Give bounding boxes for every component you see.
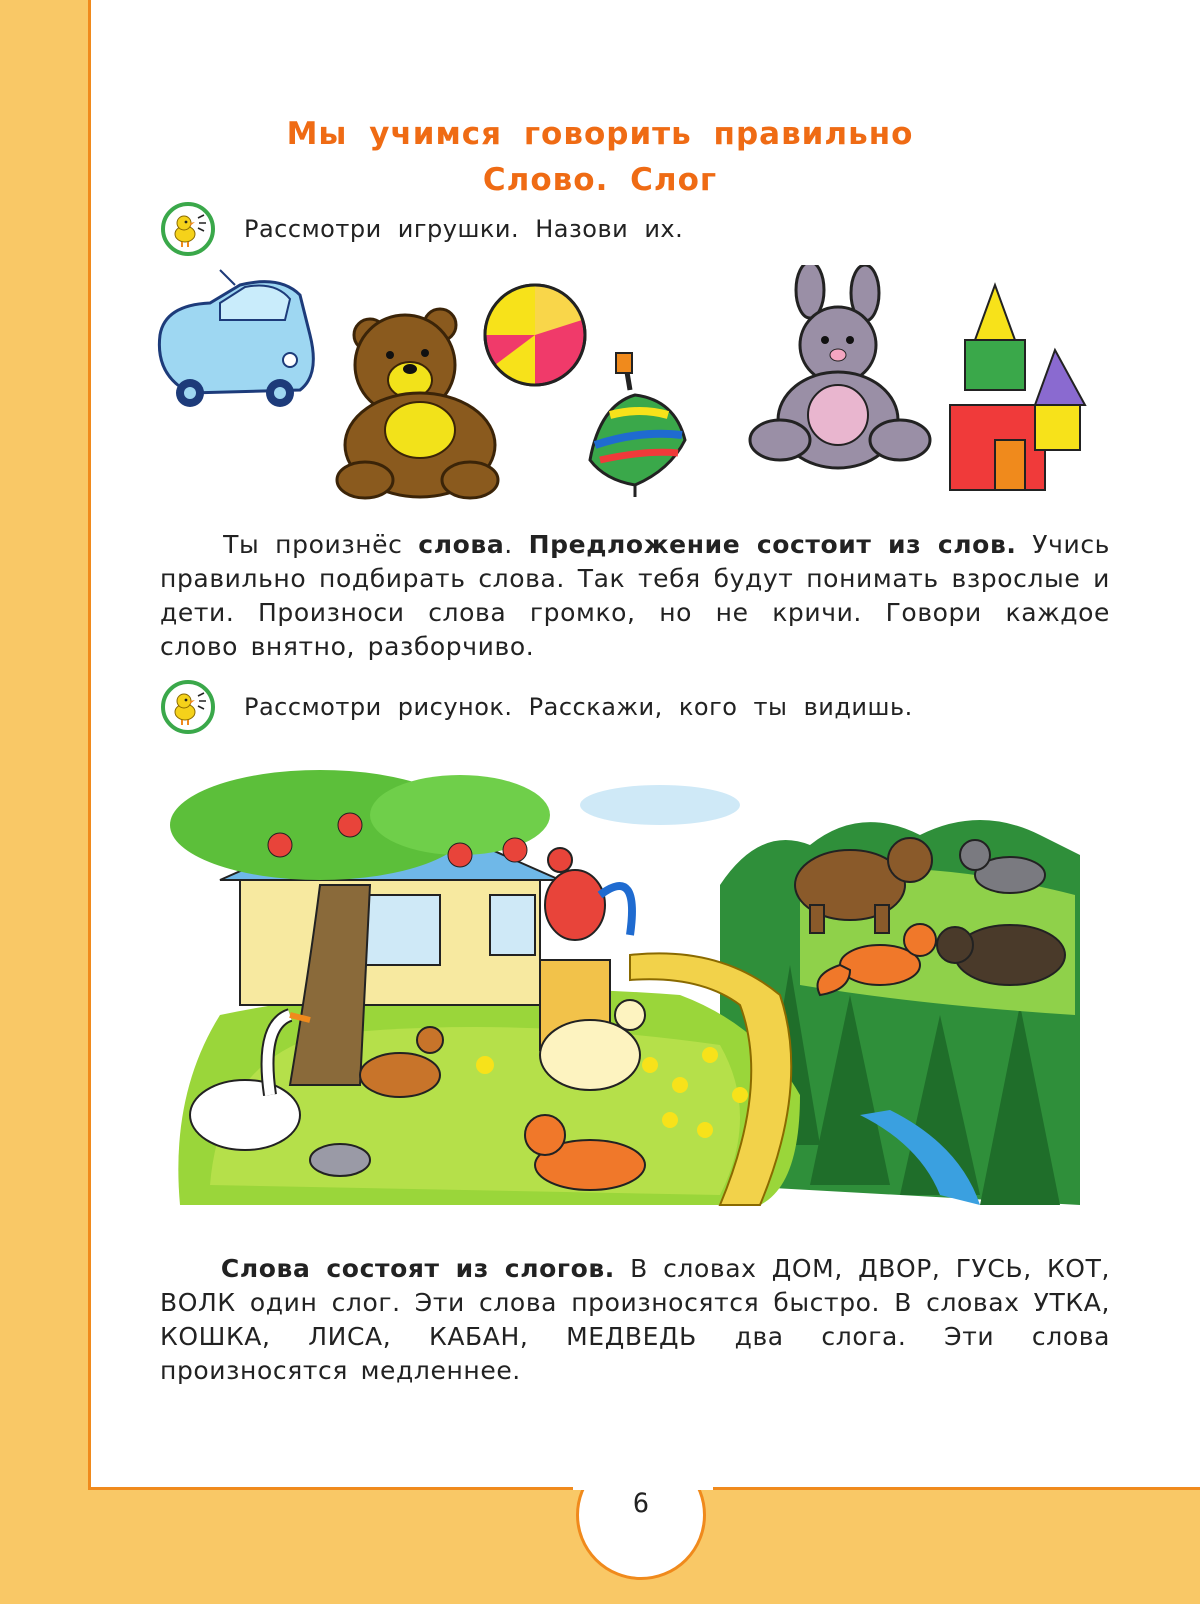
task-2 [160,678,913,736]
paragraph-2-bold: Слова состоят из слогов. [220,1254,615,1283]
paragraph-1-text-a: Ты произнёс [223,530,419,559]
teddy-bear-icon [337,309,498,498]
ball-icon [485,285,585,385]
spinning-top-icon [590,353,685,497]
lesson-title: Мы учимся говорить правильно [286,116,914,152]
chick-speaking-icon [160,201,216,257]
farm-scene-illustration [160,765,1090,1235]
page-number-tab-cover [573,1410,713,1490]
paragraph-1-bold-a: слова [418,530,505,559]
chick-speaking-icon [160,679,216,735]
page-number: 6 [632,1488,650,1519]
paragraph-1-bold-b: Предложение состоит из слов. [528,530,1017,559]
toy-bunny-icon [750,265,930,468]
lesson-subtitle: Слово. Слог [482,162,718,198]
toys-illustration [150,265,1100,515]
task-1 [160,200,683,258]
paragraph-1-text-c: Учись правильно подбирать слова. Так тебя будут понимать взрослые и дети. Произноси слова громко, но не кричи. Говори каждое слово внятно, разборчиво. [160,530,1111,661]
building-blocks-icon [950,285,1085,490]
paragraph-words [160,528,1110,664]
task-1-text: Рассмотри игрушки. Назови их. [244,215,684,243]
task-2-text: Рассмотри рисунок. Расскажи, кого ты видишь. [244,693,913,721]
paragraph-1-text-b: . [504,530,529,559]
toy-car-icon [159,270,313,407]
paragraph-syllables [160,1252,1110,1388]
paragraph-2-text: В словах ДОМ, ДВОР, ГУСЬ, КОТ, ВОЛК один слог. Эти слова произносятся быстро. В словах УТКА, КОШКА, ЛИСА, КАБАН, МЕДВЕДЬ два слога. Эти слова произносятся медленнее. [160,1254,1111,1385]
